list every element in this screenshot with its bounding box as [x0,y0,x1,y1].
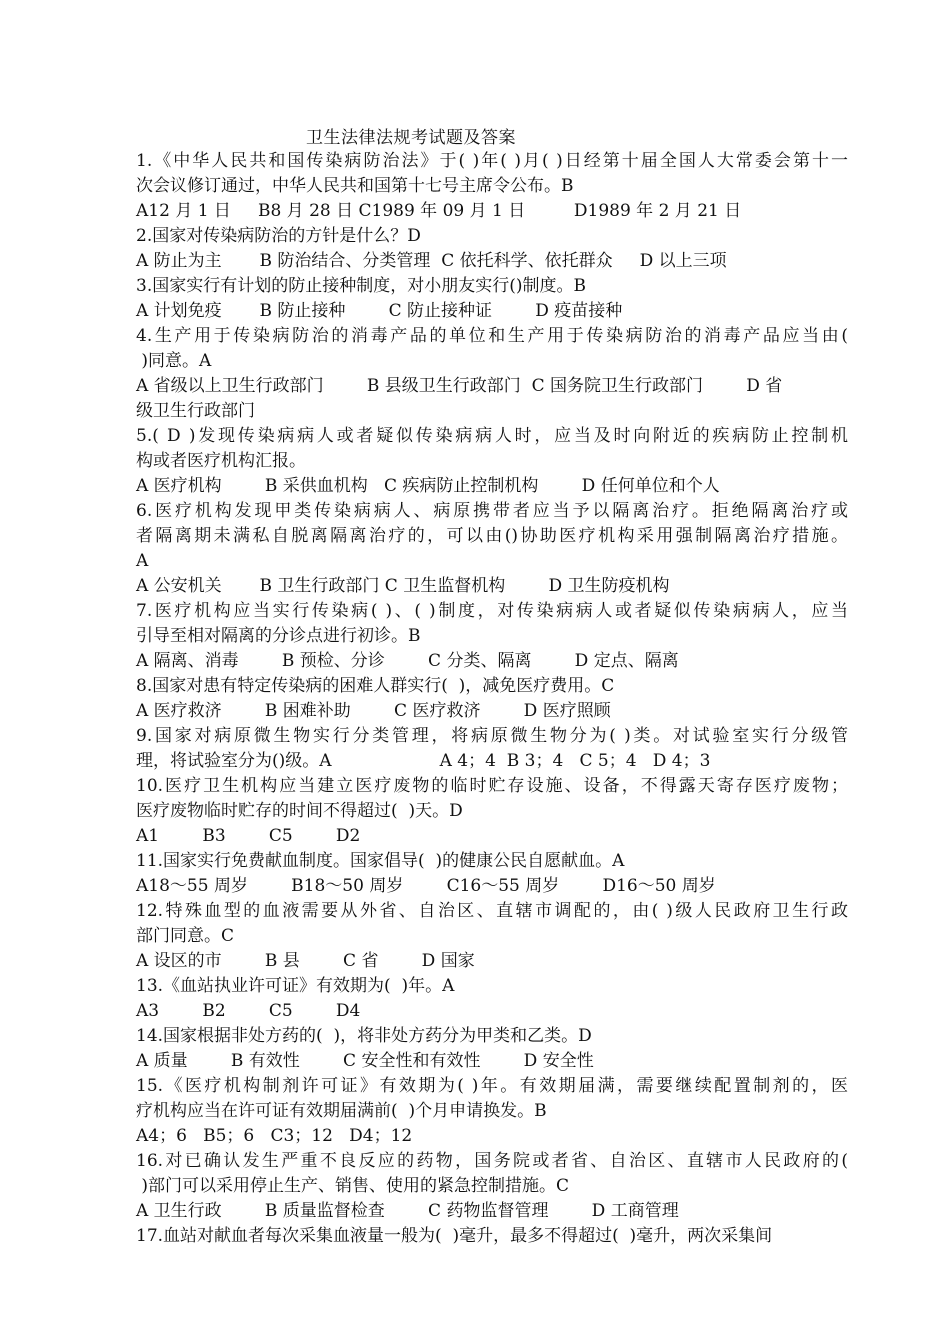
text-line: A 质量 B 有效性 C 安全性和有效性 D 安全性 [136,1051,594,1071]
document-body [136,149,848,1249]
text-line: A 计划免疫 B 防止接种 C 防止接种证 D 疫苗接种 [136,301,623,321]
text-line: A 医疗机构 B 采供血机构 C 疾病防止控制机构 D 任何单位和个人 [136,476,720,496]
text-line: 10.医疗卫生机构应当建立医疗废物的临时贮存设施、设备，不得露天寄存医疗废物； [136,776,848,796]
text-line: 次会议修订通过，中华人民共和国第十七号主席令公布。B [136,176,574,196]
text-line: )同意。A [136,351,212,371]
text-line: 7.医疗机构应当实行传染病( )、( )制度，对传染病病人或者疑似传染病病人，应当 [136,601,848,621]
text-line: 构或者医疗机构汇报。 [136,451,306,471]
document-title: 卫生法律法规考试题及答案 [306,128,516,148]
text-line: 4.生产用于传染病防治的消毒产品的单位和生产用于传染病防治的消毒产品应当由( [136,326,848,346]
text-line: 11.国家实行免费献血制度。国家倡导( )的健康公民自愿献血。A [136,851,625,871]
text-line: A12 月 1 日 B8 月 28 日 C1989 年 09 月 1 日 D1989 年 2 月 21 日 [136,201,742,221]
text-line: 8.国家对患有特定传染病的困难人群实行( )，减免医疗费用。C [136,676,615,696]
text-line: 引导至相对隔离的分诊点进行初诊。B [136,626,421,646]
text-line: 1.《中华人民共和国传染病防治法》于( )年( )月( )日经第十届全国人大常委会第十一 [136,151,848,171]
text-line: A18～55 周岁 B18～50 周岁 C16～55 周岁 D16～50 周岁 [136,876,716,896]
text-line: A 隔离、消毒 B 预检、分诊 C 分类、隔离 D 定点、隔离 [136,651,679,671]
text-line: )部门可以采用停止生产、销售、使用的紧急控制措施。C [136,1176,570,1196]
text-line: 14.国家根据非处方药的( )，将非处方药分为甲类和乙类。D [136,1026,592,1046]
text-line: A3 B2 C5 D4 [136,1001,361,1021]
text-line: 部门同意。C [136,926,235,946]
text-line: 9.国家对病原微生物实行分类管理，将病原微生物分为( )类。对试验室实行分级管 [136,726,848,746]
text-line: A 防止为主 B 防治结合、分类管理 C 依托科学、依托群众 D 以上三项 [136,251,727,271]
text-line: 12.特殊血型的血液需要从外省、自治区、直辖市调配的，由( )级人民政府卫生行政 [136,901,848,921]
text-line: 16.对已确认发生严重不良反应的药物，国务院或者省、自治区、直辖市人民政府的( [136,1151,848,1171]
text-line: A 医疗救济 B 困难补助 C 医疗救济 D 医疗照顾 [136,701,611,721]
text-line: A1 B3 C5 D2 [136,826,361,846]
text-line: 15.《医疗机构制剂许可证》有效期为( )年。有效期届满，需要继续配置制剂的，医 [136,1076,848,1096]
text-line: 者隔离期未满私自脱离隔离治疗的，可以由()协助医疗机构采用强制隔离治疗措施。 [136,526,848,546]
text-line: 2.国家对传染病防治的方针是什么？D [136,226,421,246]
text-line: 5.( D )发现传染病病人或者疑似传染病病人时，应当及时向附近的疾病防止控制机 [136,426,848,446]
text-line: A4；6 B5；6 C3；12 D4；12 [136,1126,413,1146]
text-line: 13.《血站执业许可证》有效期为( )年。A [136,976,455,996]
text-line: 6.医疗机构发现甲类传染病病人、病原携带者应当予以隔离治疗。拒绝隔离治疗或 [136,501,848,521]
text-line: 17.血站对献血者每次采集血液量一般为( )毫升，最多不得超过( )毫升，两次采集间 [136,1226,773,1246]
text-line: A 省级以上卫生行政部门 B 县级卫生行政部门 C 国务院卫生行政部门 D 省 [136,376,783,396]
text-line: 疗机构应当在许可证有效期届满前( )个月申请换发。B [136,1101,547,1121]
text-line: 理，将试验室分为()级。A A 4；4 B 3；4 C 5；4 D 4；3 [136,751,711,771]
text-line: 3.国家实行有计划的防止接种制度，对小朋友实行()制度。B [136,276,586,296]
text-line: 医疗废物临时贮存的时间不得超过( )天。D [136,801,463,821]
text-line: A 卫生行政 B 质量监督检查 C 药物监督管理 D 工商管理 [136,1201,679,1221]
text-line: 级卫生行政部门 [136,401,255,421]
text-line: A 公安机关 B 卫生行政部门 C 卫生监督机构 D 卫生防疫机构 [136,576,670,596]
text-line: A [136,551,149,571]
text-line: A 设区的市 B 县 C 省 D 国家 [136,951,475,971]
